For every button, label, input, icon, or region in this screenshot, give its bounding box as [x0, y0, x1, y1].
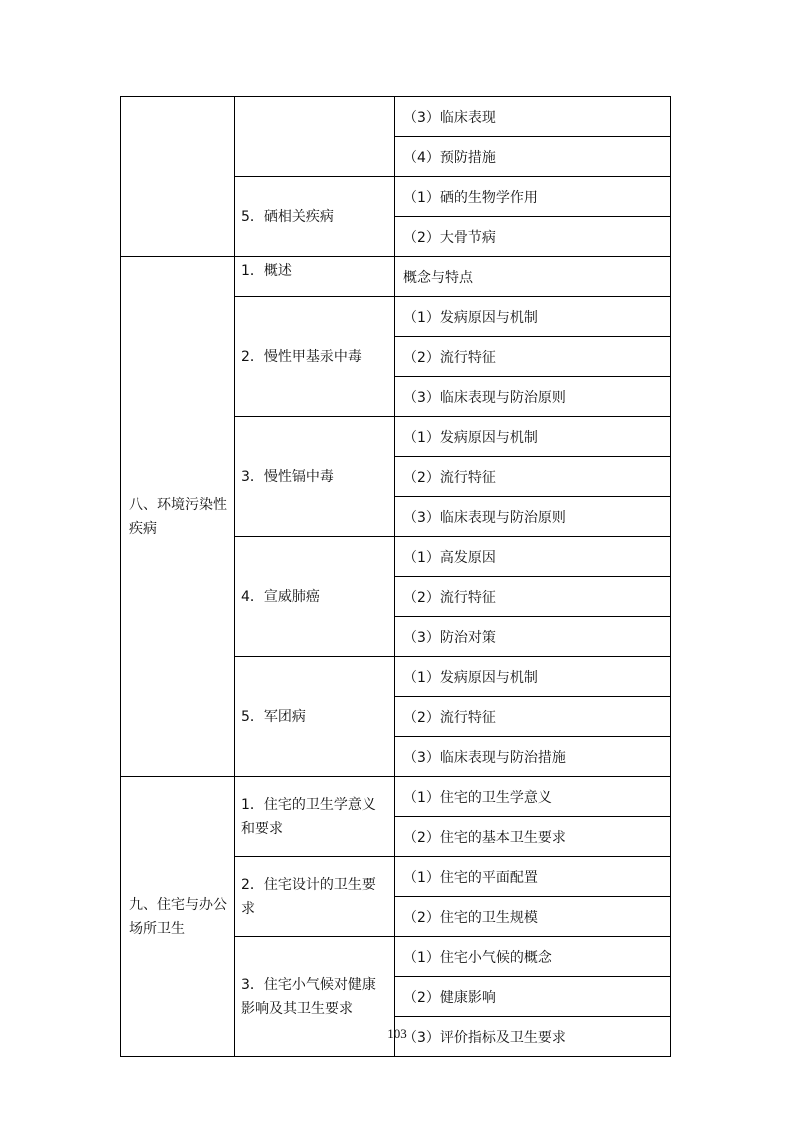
page-number: 103	[387, 1026, 407, 1041]
point-cell: （2）流行特征	[395, 457, 671, 497]
unit-cell	[121, 97, 235, 257]
topic-cell: 1．住宅的卫生学意义和要求	[235, 777, 395, 857]
point-cell: （1）住宅小气候的概念	[395, 937, 671, 977]
topic-cell: 2．住宅设计的卫生要求	[235, 857, 395, 937]
point-cell: （1）发病原因与机制	[395, 417, 671, 457]
point-cell: 概念与特点	[395, 257, 671, 297]
point-cell: （4）预防措施	[395, 137, 671, 177]
topic-cell: 5．硒相关疾病	[235, 177, 395, 257]
topic-cell: 3．慢性镉中毒	[235, 417, 395, 537]
topic-cell: 4．宣威肺癌	[235, 537, 395, 657]
point-cell: （1）住宅的卫生学意义	[395, 777, 671, 817]
point-cell: （3）临床表现与防治原则	[395, 377, 671, 417]
point-cell: （2）流行特征	[395, 697, 671, 737]
point-cell: （3）评价指标及卫生要求	[395, 1017, 671, 1057]
syllabus-table	[120, 96, 671, 1057]
point-cell: （1）发病原因与机制	[395, 657, 671, 697]
topic-cell	[235, 97, 395, 177]
point-cell: （2）住宅的卫生规模	[395, 897, 671, 937]
point-cell: （3）临床表现与防治措施	[395, 737, 671, 777]
point-cell: （1）住宅的平面配置	[395, 857, 671, 897]
table-row	[121, 777, 671, 817]
point-cell: （3）防治对策	[395, 617, 671, 657]
point-cell: （2）流行特征	[395, 337, 671, 377]
point-cell: （2）流行特征	[395, 577, 671, 617]
point-cell: （2）健康影响	[395, 977, 671, 1017]
point-cell: （1）硒的生物学作用	[395, 177, 671, 217]
topic-cell: 2．慢性甲基汞中毒	[235, 297, 395, 417]
unit-cell: 八、环境污染性疾病	[121, 257, 235, 777]
table-row	[121, 97, 671, 137]
point-cell: （1）发病原因与机制	[395, 297, 671, 337]
point-cell: （1）高发原因	[395, 537, 671, 577]
topic-cell: 5．军团病	[235, 657, 395, 777]
table-row	[121, 257, 671, 297]
point-cell: （3）临床表现与防治原则	[395, 497, 671, 537]
point-cell: （2）大骨节病	[395, 217, 671, 257]
topic-cell: 3．住宅小气候对健康影响及其卫生要求	[235, 937, 395, 1057]
unit-cell: 九、住宅与办公场所卫生	[121, 777, 235, 1057]
point-cell: （2）住宅的基本卫生要求	[395, 817, 671, 857]
topic-cell: 1．概述	[235, 257, 395, 297]
point-cell: （3）临床表现	[395, 97, 671, 137]
